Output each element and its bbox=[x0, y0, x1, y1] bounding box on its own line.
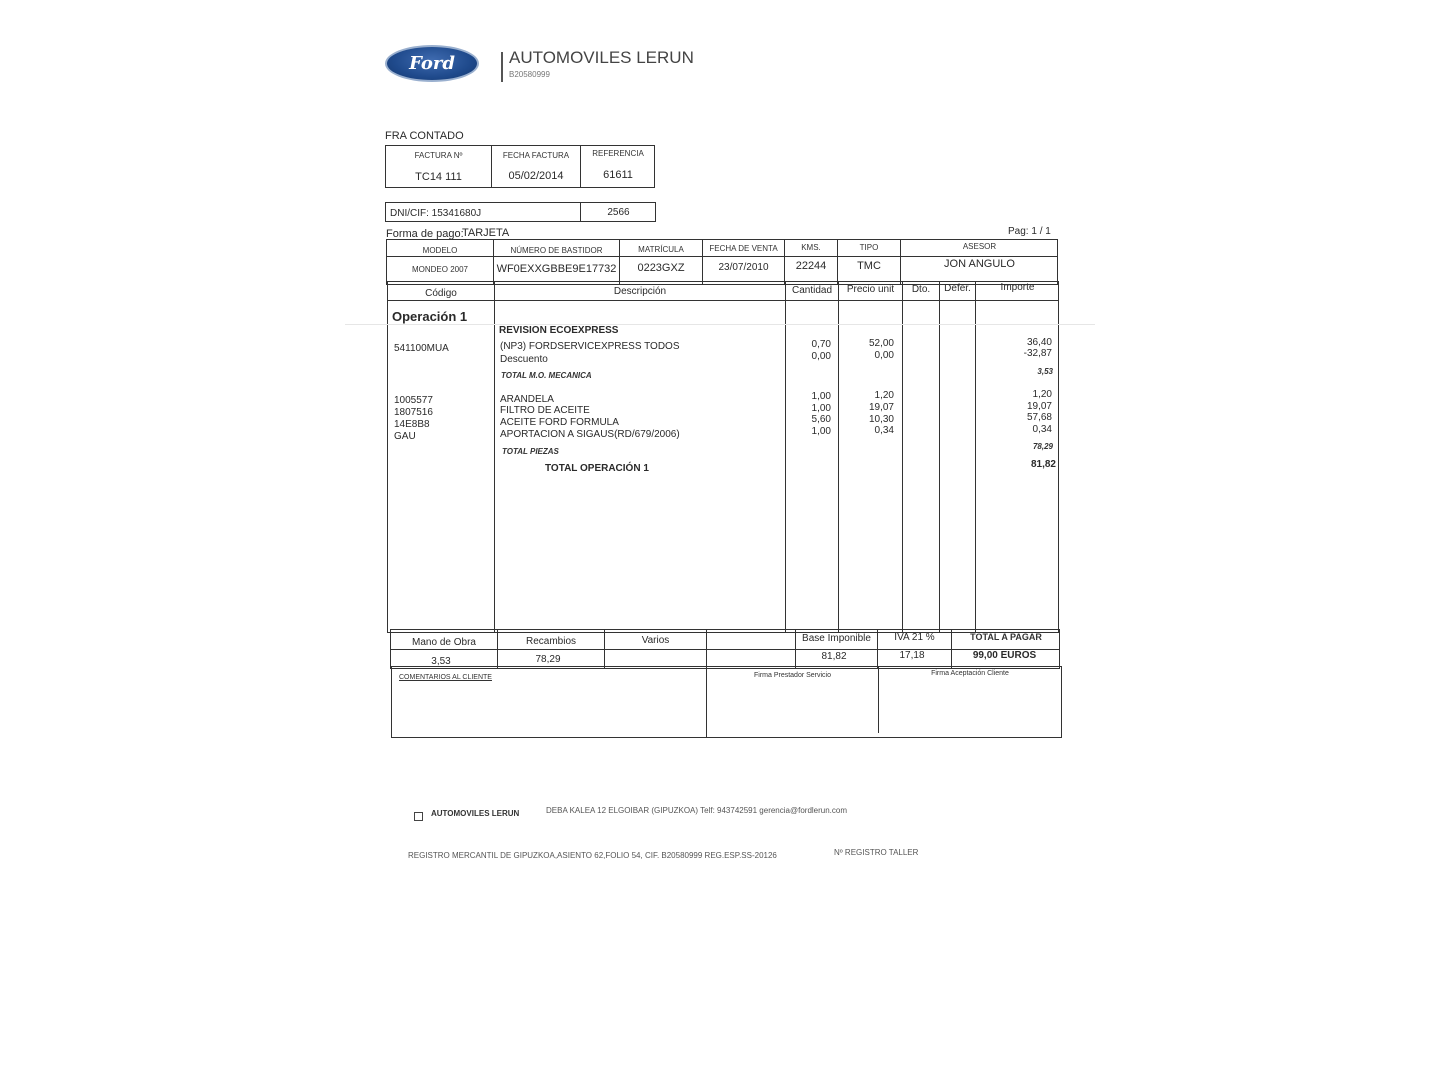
line-code: 1005577 bbox=[394, 395, 433, 406]
parts-total: 78,29 bbox=[1032, 442, 1053, 451]
line-description: FILTRO DE ACEITE bbox=[500, 405, 590, 416]
client-code: 2566 bbox=[607, 207, 630, 218]
operation-total: 81,82 bbox=[1030, 459, 1056, 470]
page-number: Pag: 1 / 1 bbox=[1008, 226, 1051, 237]
invoice-date-label: FECHA FACTURA bbox=[502, 151, 570, 160]
line-code: GAU bbox=[394, 431, 416, 442]
line-price: 1,20 bbox=[874, 390, 894, 401]
labour-total: 3,53 bbox=[1037, 367, 1053, 376]
invoice-number-label: FACTURA Nº bbox=[414, 151, 463, 160]
vehicle-vin: WF0EXXGBBE9E17732 bbox=[496, 263, 617, 275]
line-amount: 36,40 bbox=[1026, 337, 1052, 348]
col-deferred-header: Defer. bbox=[944, 283, 971, 294]
parts-total-label: TOTAL PIEZAS bbox=[502, 447, 559, 456]
col-code-header: Código bbox=[425, 288, 457, 299]
invoice-date: 05/02/2014 bbox=[508, 170, 564, 182]
col-description-header: Descripción bbox=[613, 286, 667, 297]
col-discount-header: Dto. bbox=[911, 284, 931, 295]
line-amount: -32,87 bbox=[1023, 348, 1052, 359]
client-signature-label: Firma Aceptación Cliente bbox=[931, 670, 1009, 677]
invoice-reference: 61611 bbox=[603, 169, 633, 181]
line-description: APORTACION A SIGAUS(RD/679/2006) bbox=[500, 429, 680, 440]
company-name: AUTOMOVILES LERUN bbox=[509, 48, 694, 67]
line-code: 1807516 bbox=[394, 407, 433, 418]
ford-logo bbox=[385, 45, 479, 82]
line-price: 0,34 bbox=[874, 425, 894, 436]
line-amount: 19,07 bbox=[1026, 401, 1052, 412]
totals-vat: 17,18 bbox=[899, 650, 925, 661]
ford-logo-text: Ford bbox=[409, 53, 455, 74]
vehicle-kms-label: KMS. bbox=[801, 243, 821, 252]
footer-registry: REGISTRO MERCANTIL DE GIPUZKOA,ASIENTO 62,FOLIO 54, CIF. B20580999 REG.ESP.SS-20126 bbox=[408, 851, 777, 860]
col-amount-header: Importe bbox=[1000, 282, 1035, 293]
line-amount: 0,34 bbox=[1032, 424, 1052, 435]
invoice-reference-label: REFERENCIA bbox=[592, 149, 644, 158]
provider-signature-label: Firma Prestador Servicio bbox=[753, 672, 832, 679]
totals-misc-label: Varios bbox=[641, 635, 670, 646]
line-price: 52,00 bbox=[868, 338, 894, 349]
vehicle-model: MONDEO 2007 bbox=[411, 265, 469, 274]
company-cif: B20580999 bbox=[509, 70, 550, 79]
line-price: 19,07 bbox=[868, 402, 894, 413]
line-amount: 1,20 bbox=[1032, 389, 1052, 400]
line-price: 0,00 bbox=[874, 350, 894, 361]
line-code: 14E8B8 bbox=[394, 419, 430, 430]
line-qty: 5,60 bbox=[811, 414, 831, 425]
vehicle-model-label: MODELO bbox=[422, 246, 458, 255]
vehicle-plate-label: MATRÍCULA bbox=[638, 245, 684, 254]
col-price-header: Precio unit bbox=[846, 284, 895, 295]
line-qty: 0,00 bbox=[811, 351, 831, 362]
vehicle-type: TMC bbox=[857, 260, 881, 272]
totals-total-label: TOTAL A PAGAR bbox=[970, 632, 1042, 642]
line-qty: 1,00 bbox=[811, 403, 831, 414]
line-price: 10,30 bbox=[868, 414, 894, 425]
vehicle-advisor: JON ANGULO bbox=[944, 258, 1015, 270]
vehicle-sale-date-label: FECHA DE VENTA bbox=[709, 244, 778, 253]
totals-total: 99,00 EUROS bbox=[972, 650, 1037, 661]
payment-label: Forma de pago: bbox=[386, 228, 464, 240]
line-description: ACEITE FORD FORMULA bbox=[500, 417, 619, 428]
footer-workshop: Nº REGISTRO TALLER bbox=[834, 848, 919, 857]
operation-total-label: TOTAL OPERACIÓN 1 bbox=[545, 463, 649, 474]
line-description: ARANDELA bbox=[500, 394, 554, 405]
vehicle-vin-label: NÚMERO DE BASTIDOR bbox=[510, 246, 603, 255]
totals-base: 81,82 bbox=[821, 651, 847, 662]
labour-section-title: REVISION ECOEXPRESS bbox=[499, 325, 619, 336]
comments-label: COMENTARIOS AL CLIENTE bbox=[399, 674, 492, 681]
totals-labour-label: Mano de Obra bbox=[412, 637, 476, 648]
operation-title: Operación 1 bbox=[392, 309, 468, 324]
totals-vat-label: IVA 21 % bbox=[894, 632, 935, 643]
line-code: 541100MUA bbox=[394, 343, 449, 354]
client-dni: DNI/CIF: 15341680J bbox=[390, 208, 482, 219]
invoice-number: TC14 111 bbox=[415, 171, 462, 183]
payment-method: TARJETA bbox=[462, 227, 510, 239]
vehicle-plate: 0223GXZ bbox=[637, 262, 685, 274]
vehicle-sale-date: 23/07/2010 bbox=[718, 262, 769, 273]
line-qty: 1,00 bbox=[811, 391, 831, 402]
footer-address: DEBA KALEA 12 ELGOIBAR (GIPUZKOA) Telf: 943742591 gerencia@fordlerun.com bbox=[546, 806, 848, 815]
line-amount: 57,68 bbox=[1026, 412, 1052, 423]
vehicle-kms: 22244 bbox=[795, 260, 827, 272]
line-description: Descuento bbox=[500, 354, 548, 365]
invoice-type: FRA CONTADO bbox=[385, 130, 464, 142]
footer-company: AUTOMOVILES LERUN bbox=[431, 809, 520, 818]
totals-parts-label: Recambios bbox=[525, 636, 577, 647]
vehicle-advisor-label: ASESOR bbox=[962, 242, 997, 251]
line-qty: 0,70 bbox=[811, 339, 831, 350]
totals-base-label: Base Imponible bbox=[802, 633, 871, 644]
totals-parts: 78,29 bbox=[535, 654, 561, 665]
vehicle-type-label: TIPO bbox=[859, 243, 879, 252]
brand-divider bbox=[501, 52, 503, 82]
labour-total-label: TOTAL M.O. MECANICA bbox=[501, 371, 592, 380]
col-qty-header: Cantidad bbox=[791, 285, 833, 296]
totals-labour: 3,53 bbox=[431, 656, 451, 667]
line-qty: 1,00 bbox=[811, 426, 831, 437]
checkbox-icon bbox=[414, 812, 423, 821]
lines-table bbox=[387, 281, 1059, 633]
line-description: (NP3) FORDSERVICEXPRESS TODOS bbox=[500, 341, 680, 352]
